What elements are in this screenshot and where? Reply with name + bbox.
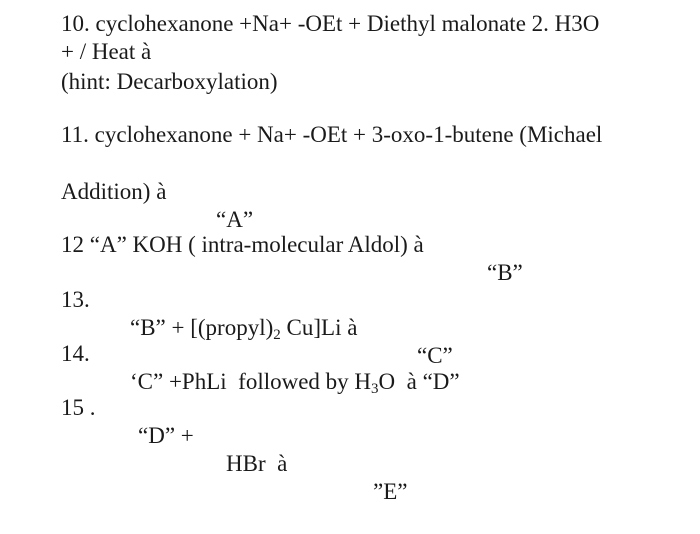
question-15-reactant: “D” + [138, 423, 194, 448]
question-10-line-1: 10. cyclohexanone +Na+ -OEt + Diethyl malonate 2. H3O [61, 11, 600, 36]
question-12-text: 12 “A” KOH ( intra-molecular Aldol) à [61, 232, 424, 257]
question-14-number: 14. [61, 341, 90, 366]
question-13-number: 13. [61, 287, 90, 312]
question-11-line-1: 11. cyclohexanone + Na+ -OEt + 3-oxo-1-butene (Michael [61, 122, 603, 147]
question-10-line-2: + / Heat à [61, 39, 152, 64]
question-13-result-c: “C” [417, 343, 453, 368]
question-15-result-e: ”E” [373, 479, 408, 504]
question-10-hint: (hint: Decarboxylation) [61, 69, 278, 94]
question-15-reagent: HBr à [226, 451, 288, 476]
question-15-number: 15 . [61, 395, 96, 420]
question-13-text-post: Cu]Li à [280, 315, 358, 340]
question-14-text [130, 368, 460, 396]
question-11-text: Addition) à [61, 179, 167, 204]
question-14-text-pre: ‘C” +PhLi followed by H [130, 369, 372, 394]
question-14-text-post: O à “D” [378, 369, 460, 394]
question-14-subscript: 3 [371, 381, 379, 397]
question-13-text [130, 314, 357, 342]
question-12-result-b: “B” [487, 260, 523, 285]
question-13-subscript: 2 [273, 327, 281, 343]
question-11-result-a: “A” [216, 207, 254, 232]
question-13-text-pre: “B” + [(propyl) [130, 315, 274, 340]
